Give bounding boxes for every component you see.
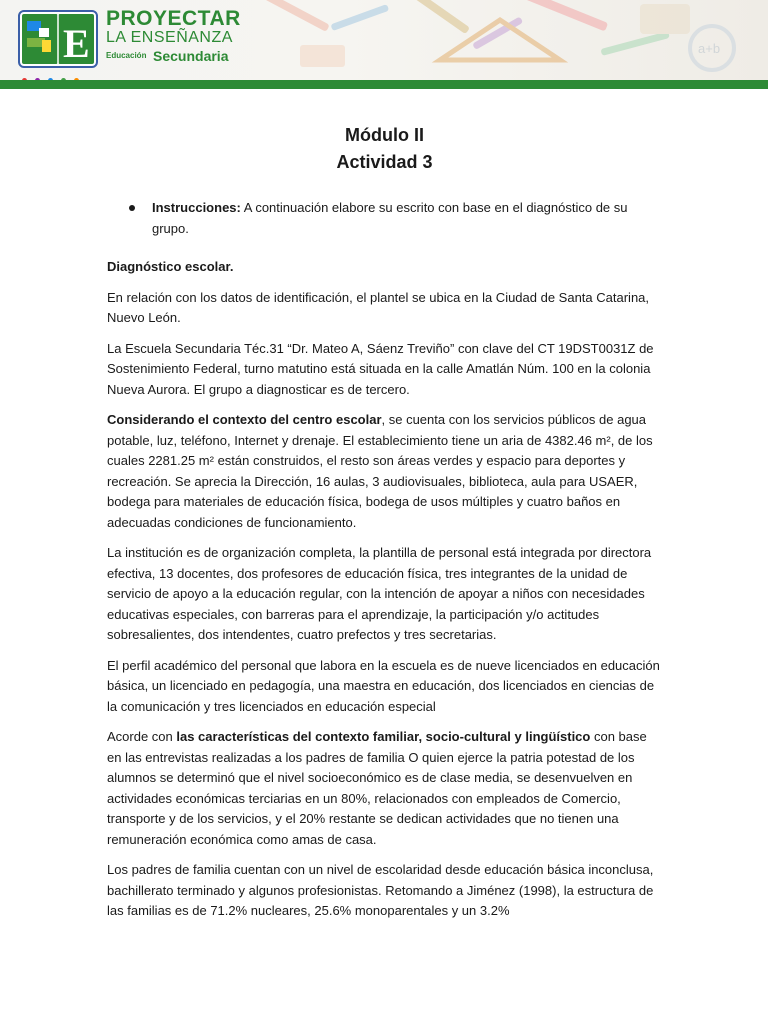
- section-heading: Diagnóstico escolar.: [107, 259, 234, 274]
- paragraph-profile: El perfil académico del personal que labora en la escuela es de nueve licenciados en educación básica, un licenciado en pedagogía, una maestra en educación, dos licenciados en ciencias de la comunicación y tres licenciados en educación especial: [107, 657, 660, 714]
- header-divider: [0, 80, 768, 89]
- open-book-icon: [18, 10, 98, 68]
- instructions-body: A continuación elabore su escrito con base en el diagnóstico de su grupo.: [152, 200, 628, 236]
- module-title: [107, 122, 662, 176]
- brand-education-label: Educación: [106, 51, 147, 60]
- paragraph-school: La Escuela Secundaria Téc.31 “Dr. Mateo A, Sáenz Treviño” con clave del CT 19DST0031Z de Sostenimiento Federal, turno matutino está situada en la calle Amatlán Núm. 100 en la colonia Nueva Aurora. El grupo a diagnosticar es de tercero.: [107, 340, 654, 397]
- module-title-line: Módulo II: [345, 125, 424, 145]
- paragraph-location: En relación con los datos de identificación, el plantel se ubica en la Ciudad de Santa Catarina, Nuevo León.: [107, 289, 650, 325]
- instructions-text: [152, 198, 662, 239]
- paragraph-staff: La institución es de organización completa, la plantilla de personal está integrada por directora efectiva, 13 docentes, dos profesores de educación física, tres integrantes de la unidad de servicio de apoyo a la educación regular, con la intención de apoyar a niños con necesidades educativas especiales, con barreras para el aprendizaje, la participación y/o actitudes sobresalientes, dos intendentes, cuatro prefectos y tres secretarias.: [107, 545, 652, 642]
- svg-text:E: E: [63, 21, 90, 66]
- brand-level-label: Secundaria: [153, 48, 229, 64]
- instructions-label: Instrucciones:: [152, 200, 241, 215]
- context-emphasis: Considerando el contexto del centro escolar: [107, 412, 382, 427]
- svg-text:a+b: a+b: [698, 41, 721, 56]
- color-dots: [22, 70, 87, 80]
- context-body: , se cuenta con los servicios públicos de agua potable, luz, teléfono, Internet y drenaje. El establecimiento tiene un aria de 4382.46 m², de los cuales 2281.25 m² están construidos, el resto son áreas verdes y espacio para deportes y recreación. Se aprecia la Dirección, 16 aulas, 3 audiovisuales, biblioteca, aula para USAER, bodega para materiales de educación física, bodega de usos múltiples y cuatro baños en adecuadas condiciones de funcionamiento.: [107, 412, 653, 530]
- paragraph-family-context: [107, 727, 662, 850]
- brand-subtitle: LA ENSEÑANZA: [106, 29, 233, 46]
- bullet-icon: [129, 205, 135, 211]
- brand-title: PROYECTAR: [106, 7, 241, 30]
- instructions-item: [129, 198, 662, 239]
- activity-title-line: Actividad 3: [336, 152, 433, 172]
- family-intro: Acorde con: [107, 729, 177, 744]
- family-emphasis: las características del contexto familiar, socio-cultural y lingüístico: [176, 729, 591, 744]
- document-body: [107, 122, 662, 932]
- header-banner: [0, 0, 768, 80]
- paragraph-education-level: Los padres de familia cuentan con un nivel de escolaridad desde educación básica inconclusa, bachillerato terminado y algunos profesionistas. Retomando a Jiménez (1998), la estructura de las familias es de 71.2% nucleares, 25.6% monoparentales y un 3.2%: [107, 862, 654, 918]
- paragraph-context: [107, 410, 662, 533]
- family-body: con base en las entrevistas realizadas a los padres de familia O quien ejerce la patria potestad de los alumnos se determinó que el nivel socioeconómico es de clase media, se desenvuelven en actividades económicas terciarias en un 80%, relacionados con empleados de Comercio, transporte y de los servicios, y el 20% restante se dedican actividades que no tienen una remuneración económica como amas de casa.: [107, 729, 647, 847]
